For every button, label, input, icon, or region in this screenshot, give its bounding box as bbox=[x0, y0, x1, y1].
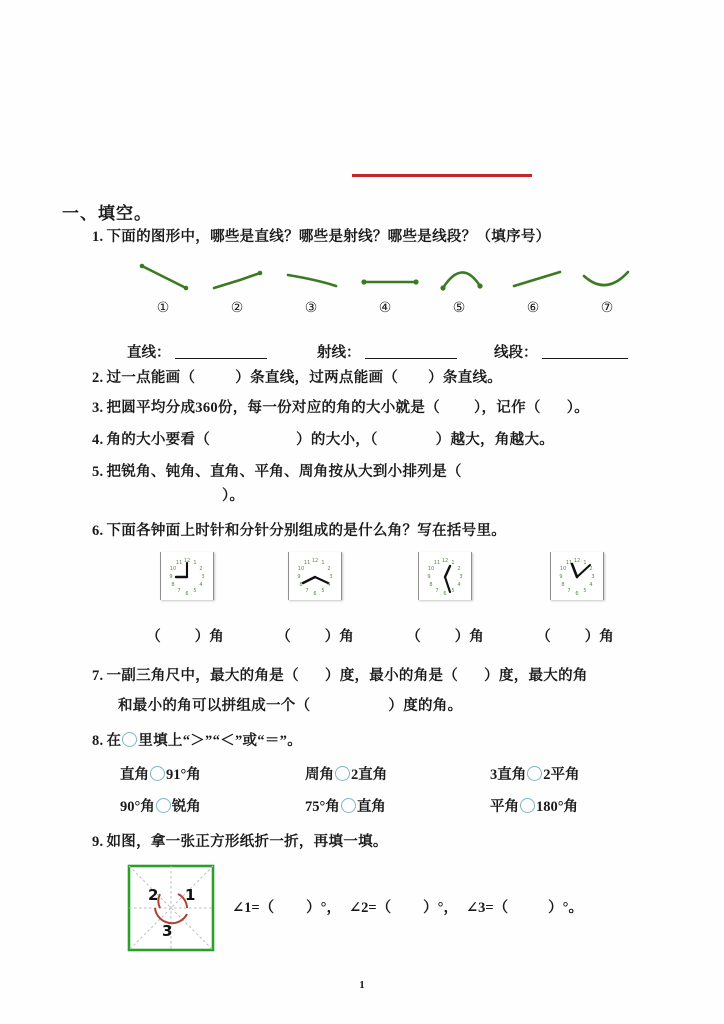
svg-text:1: 1 bbox=[451, 560, 455, 566]
question-3-number: 3. bbox=[92, 400, 104, 416]
svg-text:11: 11 bbox=[303, 560, 311, 566]
question-1-number: 1. bbox=[92, 229, 104, 245]
figure-5-shape bbox=[443, 272, 480, 288]
blank-ray[interactable] bbox=[365, 343, 457, 359]
comparison-2-3[interactable] bbox=[490, 795, 578, 816]
svg-text:1: 1 bbox=[583, 560, 587, 566]
blank-segment[interactable] bbox=[542, 343, 628, 359]
clock-answer-2[interactable] bbox=[276, 625, 354, 646]
comparison-2-3-circle-icon[interactable] bbox=[520, 798, 535, 813]
comparison-2-1-circle-icon[interactable] bbox=[156, 798, 171, 813]
clock-3-hour-hand bbox=[445, 566, 450, 577]
comparison-1-3-right: 2平角 bbox=[543, 767, 580, 783]
comparison-2-3-right: 180°角 bbox=[536, 799, 579, 815]
question-7-text-c: ）度，最大的角 bbox=[484, 668, 588, 684]
comparison-1-3-left: 3直角 bbox=[490, 767, 527, 783]
question-2 bbox=[92, 368, 502, 390]
figure-3-shape bbox=[288, 275, 336, 286]
comparison-1-2-circle-icon[interactable] bbox=[335, 766, 350, 781]
comparison-2-2[interactable] bbox=[305, 795, 386, 816]
figure-6-shape bbox=[514, 272, 560, 286]
question-2-text-c: ）条直线。 bbox=[428, 370, 503, 386]
clock-answer-4[interactable] bbox=[536, 625, 614, 646]
svg-text:6: 6 bbox=[575, 591, 579, 597]
clock-face-3 bbox=[418, 552, 472, 600]
question-7-line-1 bbox=[92, 666, 588, 688]
question-4-number: 4. bbox=[92, 432, 104, 448]
page-number: 1 bbox=[359, 979, 365, 991]
question-8-number: 8. bbox=[92, 733, 104, 749]
comparison-2-2-circle-icon[interactable] bbox=[341, 798, 356, 813]
clock-answer-brackets bbox=[0, 625, 724, 647]
question-9-number: 9. bbox=[92, 834, 104, 850]
svg-text:1: 1 bbox=[321, 560, 325, 566]
bracket-close-2: ）角 bbox=[324, 629, 354, 645]
svg-text:3: 3 bbox=[329, 574, 333, 580]
bracket-close-4: ）角 bbox=[584, 629, 614, 645]
svg-text:12: 12 bbox=[311, 558, 319, 564]
bracket-close-1: ）角 bbox=[194, 629, 224, 645]
question-3-text-b: ），记作（ bbox=[473, 400, 541, 416]
question-5-text: 把锐角、钝角、直角、平角、周角按从大到小排列是（ bbox=[106, 464, 462, 480]
figure-marker-6: ⑥ bbox=[526, 300, 540, 316]
question-6 bbox=[92, 521, 506, 543]
clock-2-minute-hand bbox=[315, 577, 328, 583]
question-4-text-b: ）的大小，（ bbox=[296, 432, 378, 448]
comparison-2-2-right: 直角 bbox=[356, 799, 386, 815]
svg-text:8: 8 bbox=[299, 582, 303, 588]
svg-text:12: 12 bbox=[183, 558, 191, 564]
figure-marker-4: ④ bbox=[378, 300, 392, 316]
angle-3-prefix: ∠3=（ bbox=[465, 900, 509, 916]
angle-label-3: 3 bbox=[162, 922, 173, 940]
svg-text:10: 10 bbox=[297, 566, 305, 572]
question-7-number: 7. bbox=[92, 668, 104, 684]
comparison-2-1-right: 锐角 bbox=[171, 799, 201, 815]
svg-text:4: 4 bbox=[327, 582, 331, 588]
bracket-open-2: （ bbox=[276, 629, 291, 645]
angle-2-suffix: ）°， bbox=[423, 900, 458, 916]
question-2-text-a: 过一点能画（ bbox=[106, 370, 196, 386]
question-7-text-a: 一副三角尺中，最大的角是（ bbox=[106, 668, 299, 684]
angle-label-1: 1 bbox=[185, 886, 196, 904]
figure-marker-7: ⑦ bbox=[600, 300, 614, 316]
bracket-open-3: （ bbox=[406, 629, 421, 645]
svg-text:8: 8 bbox=[429, 582, 433, 588]
svg-text:7: 7 bbox=[567, 588, 571, 594]
question-4-text-c: ）越大，角越大。 bbox=[435, 432, 555, 448]
comparison-1-1[interactable] bbox=[120, 763, 201, 784]
svg-text:9: 9 bbox=[297, 574, 301, 580]
angle-label-2: 2 bbox=[148, 886, 159, 904]
comparison-circle-icon[interactable] bbox=[122, 732, 137, 747]
figure-marker-2: ② bbox=[230, 300, 244, 316]
question-7-text-b: ）度，最小的角是（ bbox=[324, 668, 459, 684]
label-segment: 线段： bbox=[494, 345, 538, 361]
comparison-1-2-right: 2直角 bbox=[351, 767, 388, 783]
svg-text:3: 3 bbox=[459, 574, 463, 580]
clock-2-hour-hand bbox=[303, 577, 315, 583]
comparison-2-3-left: 平角 bbox=[490, 799, 519, 815]
comparison-2-1-left: 90°角 bbox=[120, 799, 155, 815]
comparison-1-1-circle-icon[interactable] bbox=[150, 766, 165, 781]
question-3 bbox=[92, 398, 589, 420]
comparison-1-3-circle-icon[interactable] bbox=[527, 766, 542, 781]
clock-4-minute-hand bbox=[577, 565, 593, 577]
svg-text:9: 9 bbox=[559, 574, 563, 580]
clock-face-2 bbox=[288, 552, 342, 600]
svg-text:6: 6 bbox=[185, 591, 189, 597]
svg-text:10: 10 bbox=[169, 566, 177, 572]
question-8 bbox=[92, 731, 302, 753]
svg-text:2: 2 bbox=[199, 566, 203, 572]
angle-3-suffix: ）°。 bbox=[548, 900, 583, 916]
svg-text:5: 5 bbox=[193, 588, 197, 594]
question-3-text-c: ）。 bbox=[566, 400, 590, 416]
comparison-1-2-left: 周角 bbox=[305, 767, 334, 783]
comparison-1-1-right: 91°角 bbox=[166, 767, 201, 783]
svg-text:5: 5 bbox=[451, 588, 455, 594]
svg-text:3: 3 bbox=[591, 574, 595, 580]
figure-7-shape bbox=[584, 272, 628, 285]
svg-text:5: 5 bbox=[583, 588, 587, 594]
bracket-close-3: ）角 bbox=[454, 629, 484, 645]
header-red-rule bbox=[352, 174, 532, 177]
question-4 bbox=[92, 430, 554, 452]
svg-text:2: 2 bbox=[589, 566, 593, 572]
svg-text:6: 6 bbox=[443, 591, 447, 597]
question-2-number: 2. bbox=[92, 370, 104, 386]
answer-line-ray[interactable] bbox=[317, 341, 457, 362]
clock-answer-3[interactable] bbox=[406, 625, 484, 646]
svg-text:3: 3 bbox=[201, 574, 205, 580]
svg-text:2: 2 bbox=[327, 566, 331, 572]
question-6-text: 下面各钟面上时针和分针分别组成的是什么角？写在括号里。 bbox=[106, 523, 507, 539]
figure-marker-3: ③ bbox=[304, 300, 318, 316]
question-9-text: 如图，拿一张正方形纸折一折，再填一填。 bbox=[106, 834, 388, 850]
svg-text:12: 12 bbox=[441, 558, 449, 564]
figure-marker-5: ⑤ bbox=[452, 300, 466, 316]
angle-2-prefix: ∠2=（ bbox=[348, 900, 392, 916]
question-8-text-b: 里填上“＞”“＜”或“＝”。 bbox=[138, 733, 302, 749]
figure-2-shape bbox=[214, 273, 260, 288]
angle-1-suffix: ）°， bbox=[306, 900, 341, 916]
svg-text:11: 11 bbox=[175, 560, 183, 566]
comparison-1-2[interactable] bbox=[305, 763, 387, 784]
question-7-text-e: ）度的角。 bbox=[388, 698, 463, 714]
svg-text:8: 8 bbox=[561, 582, 565, 588]
question-7-text-d: 和最小的角可以拼组成一个（ bbox=[118, 698, 311, 714]
answer-line-straight[interactable] bbox=[127, 341, 267, 362]
label-straight-line: 直线： bbox=[127, 345, 171, 361]
figure-marker-1: ① bbox=[156, 300, 170, 316]
folded-square-diagram bbox=[127, 864, 215, 952]
clock-answer-1[interactable] bbox=[146, 625, 224, 646]
question-7-line-2 bbox=[118, 696, 462, 718]
clock-4-hour-hand bbox=[572, 564, 577, 577]
figure-1-shape bbox=[142, 266, 186, 288]
comparison-1-3[interactable] bbox=[490, 763, 580, 784]
question-4-text-a: 角的大小要看（ bbox=[106, 432, 211, 448]
svg-text:7: 7 bbox=[177, 588, 181, 594]
svg-text:5: 5 bbox=[321, 588, 325, 594]
question-9 bbox=[92, 832, 388, 854]
section-heading: 一、填空。 bbox=[62, 204, 152, 223]
svg-text:7: 7 bbox=[435, 588, 439, 594]
comparison-2-2-left: 75°角 bbox=[305, 799, 340, 815]
clock-face-1 bbox=[160, 552, 214, 600]
question-2-text-b: ）条直线，过两点能画（ bbox=[235, 370, 399, 386]
clock-faces-row bbox=[0, 552, 724, 610]
bracket-open-4: （ bbox=[536, 629, 551, 645]
clock-3-minute-hand bbox=[445, 577, 450, 592]
question-8-text-a: 在 bbox=[106, 733, 122, 749]
svg-text:6: 6 bbox=[313, 591, 317, 597]
svg-text:8: 8 bbox=[171, 582, 175, 588]
svg-text:11: 11 bbox=[565, 560, 573, 566]
svg-text:11: 11 bbox=[433, 560, 441, 566]
question-3-text-a: 把圆平均分成360份，每一份对应的角的大小就是（ bbox=[106, 400, 440, 416]
line-figures-group bbox=[128, 258, 648, 300]
svg-text:10: 10 bbox=[427, 566, 435, 572]
question-5-close-paren: ）。 bbox=[222, 488, 245, 504]
blank-straight-line[interactable] bbox=[175, 343, 267, 359]
clock-face-4 bbox=[550, 552, 604, 600]
svg-text:9: 9 bbox=[169, 574, 173, 580]
comparison-1-1-left: 直角 bbox=[120, 767, 149, 783]
question-9-answers[interactable] bbox=[232, 896, 583, 917]
angle-1-prefix: ∠1=（ bbox=[232, 900, 275, 916]
question-5-line-2[interactable] bbox=[222, 486, 244, 508]
question-1 bbox=[92, 227, 550, 249]
figure-markers-row bbox=[128, 300, 648, 320]
svg-text:1: 1 bbox=[193, 560, 197, 566]
svg-text:10: 10 bbox=[559, 566, 567, 572]
question-6-number: 6. bbox=[92, 523, 104, 539]
comparison-2-1[interactable] bbox=[120, 795, 201, 816]
svg-text:4: 4 bbox=[457, 582, 461, 588]
svg-text:4: 4 bbox=[199, 582, 203, 588]
svg-text:9: 9 bbox=[427, 574, 431, 580]
bracket-open-1: （ bbox=[146, 629, 161, 645]
question-5-number: 5. bbox=[92, 464, 104, 480]
question-5-line-1 bbox=[92, 462, 462, 484]
svg-text:4: 4 bbox=[589, 582, 593, 588]
answer-line-segment[interactable] bbox=[494, 341, 628, 362]
svg-text:12: 12 bbox=[573, 558, 581, 564]
svg-text:2: 2 bbox=[457, 566, 461, 572]
question-1-text: 下面的图形中，哪些是直线？哪些是射线？哪些是线段？（填序号） bbox=[106, 229, 551, 245]
label-ray: 射线： bbox=[317, 345, 361, 361]
svg-text:7: 7 bbox=[305, 588, 309, 594]
